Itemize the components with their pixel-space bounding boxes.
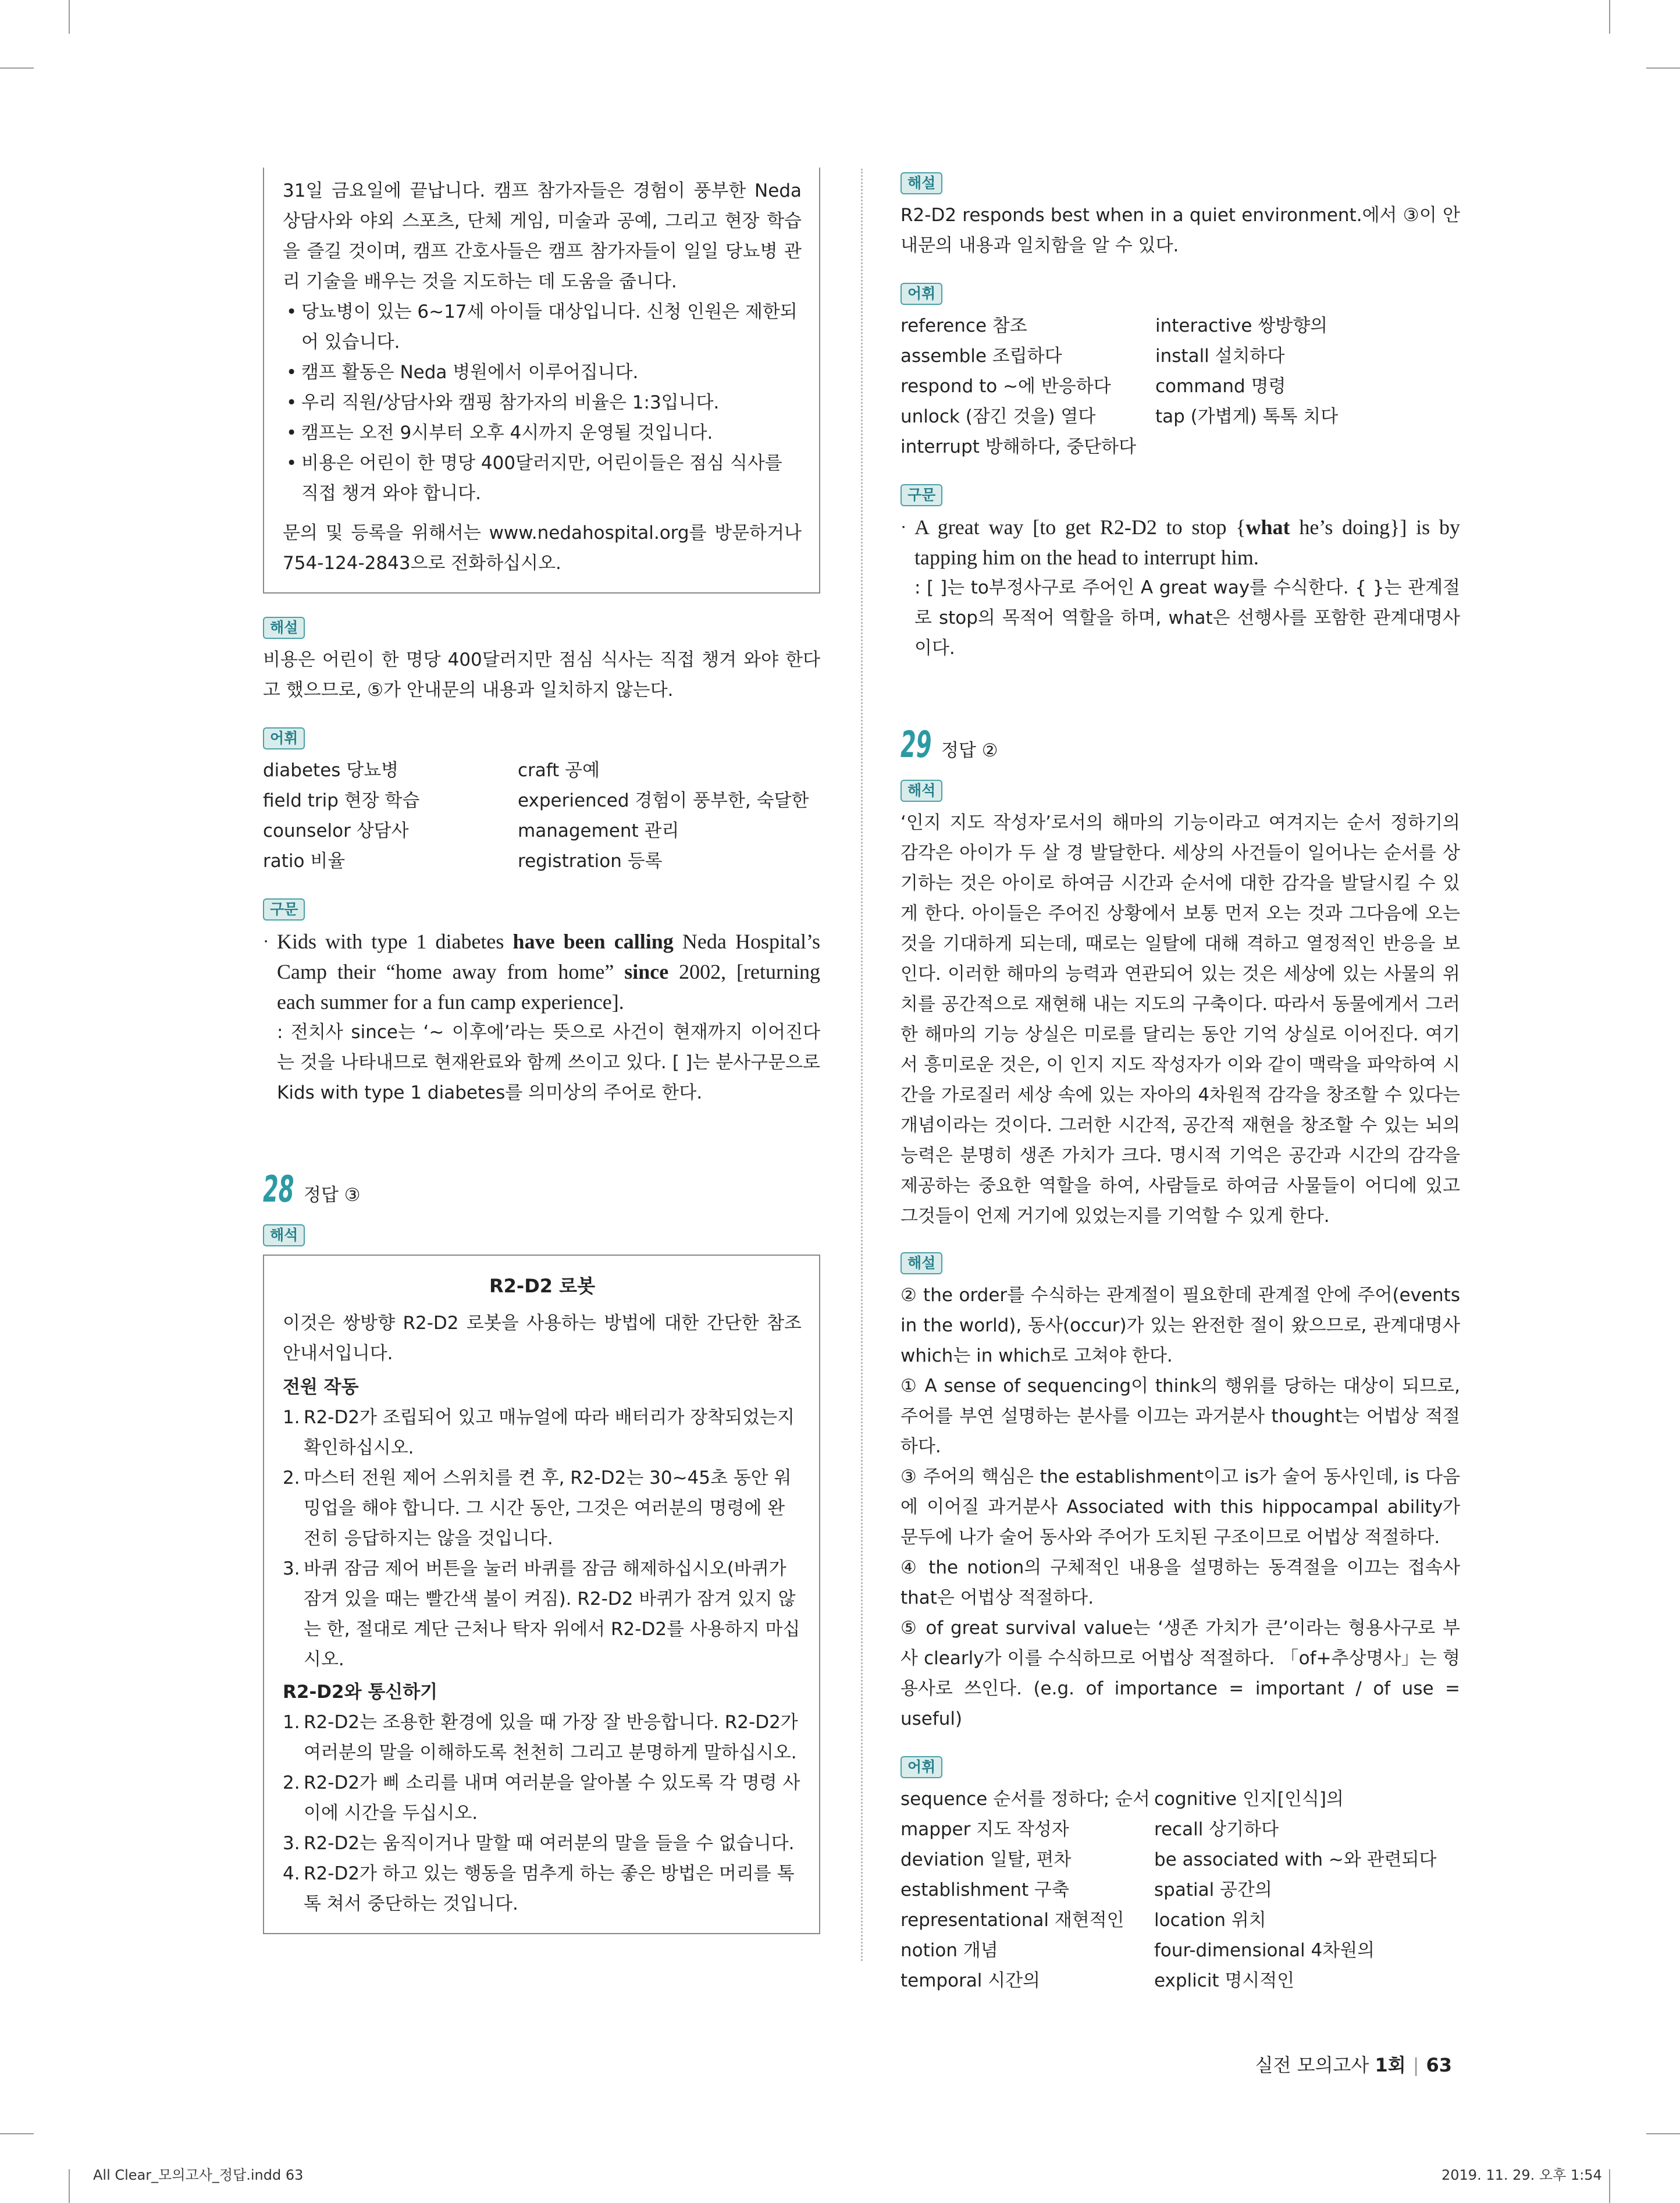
- vocab-item: field trip 현장 학습: [263, 790, 420, 811]
- question-28-header: [263, 1168, 820, 1210]
- crop-mark: [1646, 67, 1680, 69]
- left-column: [263, 168, 820, 1934]
- question-number: 29: [900, 723, 932, 766]
- subheading-power: 전원 작동: [283, 1377, 359, 1398]
- vocab-item: [1155, 432, 1460, 462]
- explanation-item: ⑤ of great survival value는 ‘생존 가치가 큰’이라는 형용사구로 부사 clearly가 이를 수식하므로 어법상 적절하다. 「of+추상명사」는 형용사로 쓰인다. (e.g. of importance = important / of use = useful): [900, 1618, 1460, 1729]
- crop-mark: [0, 67, 34, 69]
- subheading-communication: R2-D2와 통신하기: [283, 1682, 438, 1703]
- explanation-text: 비용은 어린이 한 명당 400달러지만 점심 식사는 직접 챙겨 와야 한다고 했으므로, ⑤가 안내문의 내용과 일치하지 않는다.: [263, 649, 820, 701]
- translation-section: [900, 780, 1460, 1231]
- vocab-item: ratio 비율: [263, 851, 346, 872]
- explanation-item: ① A sense of sequencing이 think의 행위를 당하는 대상이 되므로, 주어를 부연 설명하는 분사를 이끄는 과거분사 thought는 어법상 적절하다.: [900, 1376, 1460, 1457]
- explanation-section: [900, 172, 1460, 261]
- vocab-item: craft 공예: [518, 760, 600, 781]
- answer-label: 정답 ③: [304, 1185, 361, 1206]
- example-sentence: · Kids with type 1 diabetes have been calling Neda Hospital’s Camp their “home away from home” since 2002, [returning each summer for a fun camp experience].: [263, 926, 820, 1017]
- explanation-item: ② the order를 수식하는 관계절이 필요한데 관계절 안에 주어(events in the world), 동사(occur)가 있는 완전한 절이 왔으므로, 관계대명사 which는 in which로 고쳐야 한다.: [900, 1285, 1460, 1366]
- vocab-item: notion 개념: [900, 1940, 998, 1961]
- footer-round: 1회: [1375, 2054, 1406, 2076]
- crop-mark: [69, 2169, 70, 2203]
- vocab-section: [900, 1756, 1460, 1996]
- section-tag: 해석: [900, 780, 942, 802]
- list-item: • 비용은 어린이 한 명당 400달러지만, 어린이들은 점심 식사를 직접 챙겨 와야 합니다.: [283, 448, 802, 509]
- bullet-dot: ·: [900, 517, 907, 537]
- print-timestamp: 2019. 11. 29. 오후 1:54: [1441, 2167, 1602, 2183]
- section-tag: 어휘: [900, 1756, 942, 1778]
- list-item: • 우리 직원/상담사와 캠핑 참가자의 비율은 1:3입니다.: [283, 388, 802, 418]
- list-item: • 당뇨병이 있는 6∼17세 아이들 대상입니다. 신청 인원은 제한되어 있습니다.: [283, 297, 802, 357]
- camp-notice-box: [263, 168, 820, 594]
- vocab-item: interactive 쌍방향의: [1155, 315, 1328, 336]
- vocab-item: diabetes 당뇨병: [263, 760, 399, 781]
- bullet-dot: ·: [263, 931, 269, 951]
- section-tag: 구문: [263, 898, 305, 921]
- vocab-grid: [263, 755, 820, 876]
- vocab-grid: [900, 311, 1460, 462]
- list-item: 1. R2-D2가 조립되어 있고 매뉴얼에 따라 배터리가 장착되었는지 확인하십시오.: [283, 1407, 795, 1458]
- vocab-item: temporal 시간의: [900, 1970, 1041, 1991]
- vocab-item: assemble 조립하다: [900, 346, 1062, 367]
- vocab-item: be associated with ∼와 관련되다: [1154, 1849, 1437, 1870]
- vocab-section: [263, 727, 820, 876]
- vocab-item: sequence 순서를 정하다; 순서: [900, 1789, 1150, 1810]
- explanation-text: R2-D2 responds best when in a quiet environment.에서 ③이 안내문의 내용과 일치함을 알 수 있다.: [900, 205, 1460, 256]
- translation-text: ‘인지 지도 작성자’로서의 해마의 기능이라고 여겨지는 순서 정하기의 감각은 아이가 두 살 경 발달한다. 세상의 사건들이 일어나는 순서를 상기하는 것은 아이로 하여금 시간과 순서에 대한 감각을 발달시킬 수 있게 한다. 아이들은 주어진 상황에서 보통 먼저 오는 것과 그다음에 오는 것을 기대하게 되는데, 때로는 일탈에 대해 격하고 열정적인 반응을 보인다. 이러한 해마의 능력과 연관되어 있는 것은 세상에 있는 사물의 위치를 공간적으로 재현해 내는 지도의 구축이다. 따라서 동물에게서 그러한 해마의 기능 상실은 미로를 달리는 동안 기억 상실로 이어진다. 여기서 흥미로운 것은, 이 인지 지도 작성자가 이와 같이 맥락을 파악하여 시간을 가로질러 세상 속에 있는 자아의 4차원적 감각을 창조할 수 있다는 개념이라는 것이다. 그러한 시간적, 공간적 재현을 창조할 수 있는 뇌의 능력은 분명히 생존 가치가 크다. 명시적 기억은 공간과 시간의 감각을 제공하는 중요한 역할을 하여, 사람들로 하여금 사물들이 어디에 있고 그것들이 언제 거기에 있었는지를 기억할 수 있게 한다.: [900, 812, 1460, 1227]
- vocab-item: representational 재현적인: [900, 1910, 1124, 1931]
- footer-separator: |: [1412, 2054, 1419, 2076]
- section-tag: 어휘: [263, 727, 305, 749]
- translation-title: R2-D2 로봇: [489, 1275, 595, 1297]
- example-sentence: · A great way [to get R2-D2 to stop {what he’s doing}] is by tapping him on the head to interrupt him.: [900, 512, 1460, 573]
- right-column: [900, 172, 1460, 1996]
- vocab-section: [900, 283, 1460, 462]
- list-item: 2. R2-D2가 삐 소리를 내며 여러분을 알아볼 수 있도록 각 명령 사이에 시간을 두십시오.: [283, 1772, 800, 1824]
- list-item: 2. 마스터 전원 제어 스위치를 켠 후, R2-D2는 30∼45초 동안 워밍업을 해야 합니다. 그 시간 동안, 그것은 여러분의 명령에 완전히 응답하지는 않을 것입니다.: [283, 1468, 792, 1549]
- list-item: 1. R2-D2는 조용한 환경에 있을 때 가장 잘 반응합니다. R2-D2가 여러분의 말을 이해하도록 천천히 그리고 분명하게 말하십시오.: [283, 1712, 798, 1763]
- list-item: • 캠프 활동은 Neda 병원에서 이루어집니다.: [283, 357, 802, 388]
- section-tag: 해설: [263, 617, 305, 639]
- vocab-item: deviation 일탈, 편차: [900, 1849, 1072, 1870]
- list-item: 4. R2-D2가 하고 있는 행동을 멈추게 하는 좋은 방법은 머리를 톡톡 쳐서 중단하는 것입니다.: [283, 1863, 795, 1914]
- crop-mark: [1646, 2133, 1680, 2134]
- vocab-item: recall 상기하다: [1154, 1819, 1279, 1840]
- crop-mark: [1609, 2169, 1610, 2203]
- question-29-header: [900, 723, 1460, 766]
- explanation-item: ④ the notion의 구체적인 내용을 설명하는 동격절을 이끄는 접속사 that은 어법상 적절하다.: [900, 1557, 1460, 1608]
- footer-section: 실전 모의고사: [1255, 2054, 1375, 2076]
- section-tag: 해설: [900, 172, 942, 194]
- camp-bullets: [283, 297, 802, 509]
- indd-filename: All Clear_모의고사_정답.indd 63: [93, 2167, 304, 2183]
- page-number: 63: [1426, 2054, 1452, 2076]
- page-footer: [1255, 2051, 1452, 2077]
- list-item: • 캠프는 오전 9시부터 오후 4시까지 운영될 것입니다.: [283, 418, 802, 448]
- vocab-item: management 관리: [518, 820, 679, 841]
- answer-label: 정답 ②: [941, 740, 998, 761]
- section-tag: 구문: [900, 484, 942, 506]
- camp-contact: 문의 및 등록을 위해서는 www.nedahospital.org를 방문하거나 754-124-2843으로 전화하십시오.: [283, 523, 802, 574]
- crop-mark: [69, 0, 70, 34]
- vocab-item: explicit 명시적인: [1154, 1970, 1295, 1991]
- syntax-note: : 전치사 since는 ‘∼ 이후에’라는 뜻으로 사건이 현재까지 이어진다는 것을 나타내므로 현재완료와 함께 쓰이고 있다. [ ]는 분사구문으로 Kids with type 1 diabetes를 의미상의 주어로 한다.: [277, 1022, 820, 1103]
- crop-mark: [0, 2133, 34, 2134]
- camp-intro: 31일 금요일에 끝납니다. 캠프 참가자들은 경험이 풍부한 Neda 상담사와 야외 스포츠, 단체 게임, 미술과 공예, 그리고 현장 학습을 즐길 것이며, 캠프 간호사들은 캠프 참가자들이 일일 당뇨병 관리 기술을 배우는 것을 지도하는 데 도움을 줍니다.: [283, 180, 802, 292]
- explanation-section: [900, 1252, 1460, 1734]
- vocab-item: mapper 지도 작성자: [900, 1819, 1069, 1840]
- vocab-item: four-dimensional 4차원의: [1154, 1940, 1375, 1961]
- list-item: 3. R2-D2는 움직이거나 말할 때 여러분의 말을 들을 수 없습니다.: [283, 1833, 795, 1854]
- vocab-grid: [900, 1784, 1460, 1996]
- vocab-item: registration 등록: [518, 851, 663, 872]
- explanation-section: [263, 617, 820, 705]
- vocab-item: spatial 공간의: [1154, 1879, 1272, 1900]
- section-tag: 해설: [900, 1252, 942, 1274]
- crop-mark: [1609, 0, 1610, 34]
- vocab-item: counselor 상담사: [263, 820, 409, 841]
- vocab-item: reference 참조: [900, 315, 1027, 336]
- vocab-item: cognitive 인지[인식]의: [1154, 1789, 1344, 1810]
- column-divider: [861, 169, 863, 1961]
- translation-intro: 이것은 쌍방향 R2-D2 로봇을 사용하는 방법에 대한 간단한 참조 안내서입니다.: [283, 1313, 802, 1364]
- section-tag: 해석: [263, 1224, 305, 1246]
- vocab-item: respond to ∼에 반응하다: [900, 376, 1111, 397]
- syntax-section: [900, 484, 1460, 663]
- translation-box: [263, 1255, 820, 1934]
- explanation-item: ③ 주어의 핵심은 the establishment이고 is가 술어 동사인데, is 다음에 이어질 과거분사 Associated with this hippocampal ability가 문두에 나가 술어 동사와 주어가 도치된 구조이므로 어법상 적절하다.: [900, 1466, 1460, 1548]
- question-number: 28: [263, 1168, 294, 1210]
- section-tag: 어휘: [900, 283, 942, 305]
- vocab-item: unlock (잠긴 것을) 열다: [900, 406, 1096, 427]
- vocab-item: command 명령: [1155, 376, 1286, 397]
- vocab-item: location 위치: [1154, 1910, 1266, 1931]
- vocab-item: interrupt 방해하다, 중단하다: [900, 436, 1137, 457]
- vocab-item: establishment 구축: [900, 1879, 1069, 1900]
- syntax-section: [263, 898, 820, 1108]
- power-list: [283, 1402, 802, 1675]
- list-item: 3. 바퀴 잠금 제어 버튼을 눌러 바퀴를 잠금 해제하십시오(바퀴가 잠겨 있을 때는 빨간색 불이 켜짐). R2-D2 바퀴가 잠겨 있지 않는 한, 절대로 계단 근처나 탁자 위에서 R2-D2를 사용하지 마십시오.: [283, 1558, 800, 1670]
- syntax-note: : [ ]는 to부정사구로 주어인 A great way를 수식한다. { }는 관계절로 stop의 목적어 역할을 하며, what은 선행사를 포함한 관계대명사이다.: [914, 577, 1460, 659]
- vocab-item: experienced 경험이 풍부한, 숙달한: [518, 790, 809, 811]
- communication-list: [283, 1707, 802, 1919]
- vocab-item: install 설치하다: [1155, 346, 1285, 367]
- vocab-item: tap (가볍게) 톡톡 치다: [1155, 406, 1339, 427]
